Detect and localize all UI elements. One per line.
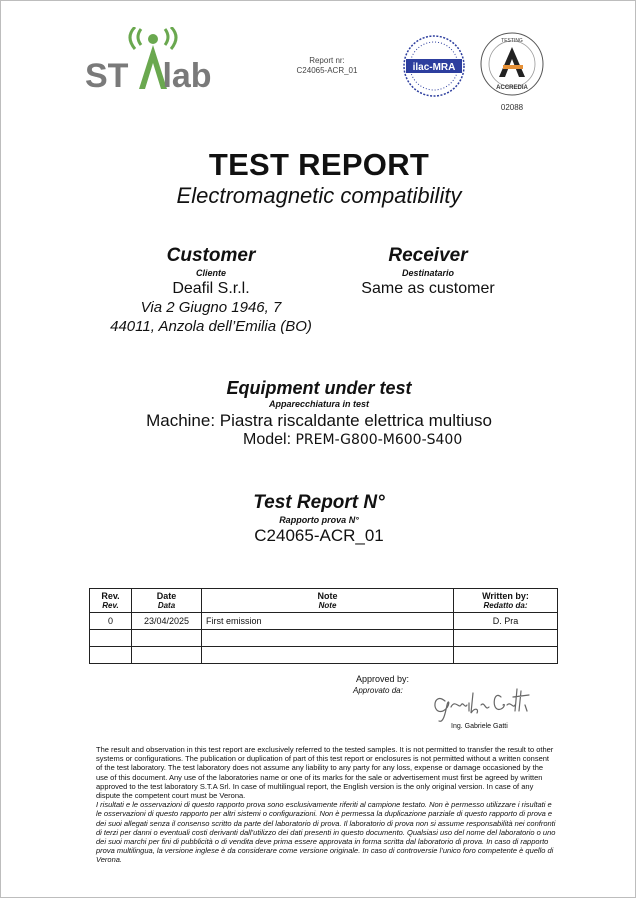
test-report-number-heading: Test Report N° — [253, 492, 385, 513]
equipment-model-value: PREM-G800-M600-S400 — [295, 432, 463, 448]
table-row — [90, 630, 558, 647]
equipment-model-label: Model: — [243, 431, 292, 448]
header-note: Note Note — [202, 589, 454, 613]
receiver-value: Same as customer — [361, 280, 495, 297]
cell-written-by — [454, 630, 558, 647]
cell-date — [132, 647, 202, 664]
accredia-number: 02088 — [500, 103, 524, 112]
disclaimer-italian: I risultati e le osservazioni di questo rapporto prova sono esclusivamente riferiti al campione testato. Non è permesso utilizzare i risultati e le osservazioni di questo rapporto per altri sistemi o configurazioni. Non è permessa la duplicazione parziale di questo rapporto di prova e dei suoi allegati senza il consenso scritto da parte del laboratorio di prova. Il laboratorio di prova non si assume responsabilità nei confronti di terzi per danni o eventuali costi derivanti dall’utilizzo dei dati presenti in questo documento. Qualsiasi uso del nome del laboratorio o uno dei suoi marchi per fini di pubblicità o di vendita deve prima essere approvata in forma scritta dal laboratorio di prova. In caso di rapporto prova multilingua, la versione inglese è da considerare come versione originale. In caso di controversie l’unico foro competente è quello di Verona. — [96, 800, 556, 865]
stalab-logo — [85, 27, 245, 93]
header-rev: Rev. Rev. — [90, 589, 132, 613]
signer-name: Ing. Gabriele Gatti — [451, 723, 508, 730]
logo-wordmark: ST lab — [85, 57, 212, 95]
customer-name: Deafil S.r.l. — [172, 280, 250, 297]
svg-text:ilac-MRA: ilac-MRA — [412, 62, 456, 73]
cell-rev — [90, 630, 132, 647]
disclaimer-english: The result and observation in this test report are exclusively referred to the tested samples. It is not permitted to transfer the result to other systems or configurations. The publication or duplication of part of this test report or enclosures is not permitted without a written consent of the test laboratory. The test laboratory does not assume any liability to any party for any loss, expense or damage occasioned by the use of this document. Any use of the laboratories name or one of its marks for the sale or advertisement must first be agreed by written approved to the test laboratory S.T.A Srl. In case of multilingual report, the English version is the only original version. In case of any dispute the competent court must be Verona. — [96, 745, 554, 801]
cell-note — [202, 647, 454, 664]
receiver-heading: Receiver — [388, 245, 468, 266]
cell-written-by: D. Pra — [454, 613, 558, 630]
cell-note: First emission — [202, 613, 454, 630]
cell-note — [202, 630, 454, 647]
cell-date: 23/04/2025 — [132, 613, 202, 630]
table-row — [90, 613, 558, 630]
report-title: TEST REPORT — [208, 147, 430, 182]
test-report-number-heading-it: Rapporto prova N° — [279, 515, 359, 525]
equipment-heading: Equipment under test — [226, 378, 412, 398]
equipment-machine: Machine: Piastra riscaldante elettrica multiuso — [146, 411, 492, 430]
receiver-heading-it: Destinatario — [401, 268, 454, 278]
cell-rev: 0 — [90, 613, 132, 630]
customer-address-line2: 44011, Anzola dell’Emilia (BO) — [110, 318, 312, 335]
header-report-number: Report nr: C24065-ACR_01 — [296, 56, 358, 75]
header-date: Date Data — [132, 589, 202, 613]
equipment-model — [243, 431, 462, 449]
approved-by-label: Approved by: — [356, 674, 410, 684]
cell-written-by — [454, 647, 558, 664]
customer-heading: Customer — [166, 245, 256, 266]
revision-table-header — [90, 589, 558, 613]
customer-block — [101, 245, 321, 336]
customer-heading-it: Cliente — [195, 268, 226, 278]
table-row — [90, 647, 558, 664]
cell-rev — [90, 647, 132, 664]
receiver-block — [331, 245, 525, 298]
svg-text:ACCREDIA: ACCREDIA — [496, 85, 528, 91]
equipment-heading-it: Apparecchiatura in test — [268, 399, 370, 409]
disclaimer — [96, 745, 556, 865]
customer-address-line1: Via 2 Giugno 1946, 7 — [140, 299, 282, 316]
test-report-number-value: C24065-ACR_01 — [254, 526, 384, 545]
ilac-mra-logo-icon — [401, 33, 467, 99]
cell-date — [132, 630, 202, 647]
svg-text:TESTING: TESTING — [501, 38, 523, 44]
accredia-logo-icon — [479, 31, 545, 97]
revision-table — [89, 588, 558, 664]
signature-image — [425, 679, 535, 725]
header-written-by: Written by: Redatto da: — [454, 589, 558, 613]
approved-by-label-it: Approvato da: — [353, 686, 403, 695]
report-subtitle: Electromagnetic compatibility — [176, 183, 462, 208]
